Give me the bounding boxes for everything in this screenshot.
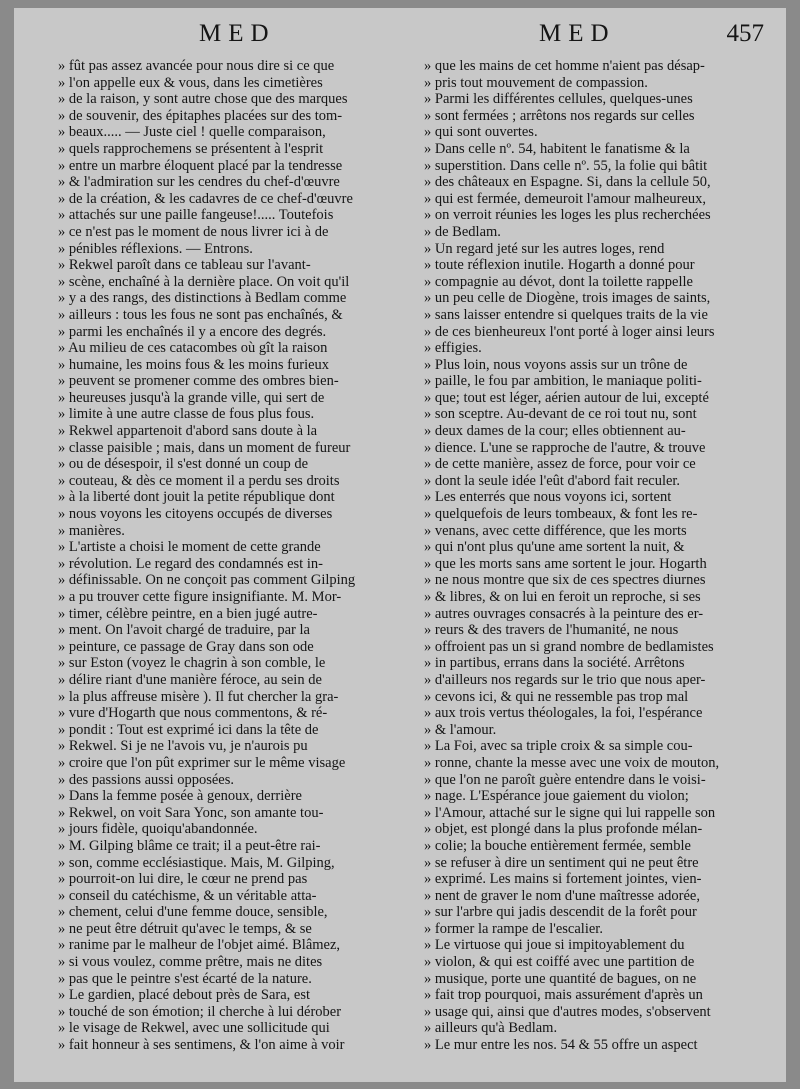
text-line: » un peu celle de Diogène, trois images de saints, — [424, 290, 711, 307]
text-line: » pas que le peintre s'est écarté de la nature. — [58, 970, 312, 987]
text-line: » qui n'ont plus qu'une ame sortent la nuit, & — [424, 539, 685, 556]
text-line: » peinture, ce passage de Gray dans son ode — [58, 638, 314, 655]
text-line: » sont fermées ; arrêtons nos regards sur celles — [424, 107, 695, 124]
text-line: » effigies. — [424, 340, 482, 357]
text-line: » que les mains de cet homme n'aient pas désap- — [424, 58, 705, 74]
running-title-left: MED — [199, 20, 276, 47]
text-line: » ne peut être détruit qu'avec le temps, & se — [58, 920, 312, 937]
text-line: » & l'admiration sur les cendres du chef-d'œuvre — [58, 174, 340, 191]
text-line: » des passions aussi opposées. — [58, 771, 235, 788]
text-line: » d'ailleurs nos regards sur le trio que nous aper- — [424, 671, 706, 688]
text-line: » conseil du catéchisme, & un véritable atta- — [58, 887, 317, 904]
text-line: » compagnie au dévot, dont la toilette rappelle — [424, 273, 693, 290]
text-line: » ranime par le malheur de l'objet aimé. Blâmez, — [58, 937, 341, 954]
text-line: » de la création, & les cadavres de ce chef-d'œuvre — [58, 190, 353, 207]
text-line: » superstition. Dans celle nº. 55, la folie qui bâtit — [424, 157, 708, 174]
text-line: » dience. L'une se rapproche de l'autre, & trouve — [424, 439, 706, 456]
text-line: » La Foi, avec sa triple croix & sa simple cou- — [424, 738, 693, 755]
text-line: » objet, est plongé dans la plus profonde mélan- — [424, 821, 703, 838]
text-line: » M. Gilping blâme ce trait; il a peut-être rai- — [58, 837, 321, 854]
book-page — [14, 8, 786, 1082]
text-line: » attachés sur une paille fangeuse!..... Toutefois — [58, 207, 334, 224]
text-line: » timer, célèbre peintre, en a bien jugé autre- — [58, 605, 318, 622]
text-line: » sur Eston (voyez le chagrin à son comble, le — [58, 655, 326, 672]
text-line: » toute réflexion inutile. Hogarth a donné pour — [424, 257, 695, 274]
text-line: » Un regard jeté sur les autres loges, rend — [424, 240, 665, 257]
text-line: » ou de désespoir, il s'est donné un coup de — [58, 456, 309, 473]
text-line: » si vous voulez, comme prêtre, mais ne dites — [58, 954, 323, 971]
text-line: » y a des rangs, des distinctions à Bedlam comme — [58, 290, 347, 307]
text-line: » l'on appelle eux & vous, dans les cimetières — [58, 74, 323, 91]
text-line: » Le gardien, placé debout près de Sara, est — [58, 987, 311, 1004]
text-line: » ailleurs qu'à Bedlam. — [424, 1020, 558, 1037]
text-line: » & l'amour. — [424, 721, 497, 738]
text-line: » fait trop pourquoi, mais assurément d'après un — [424, 987, 703, 1004]
text-line: » nous voyons les citoyens occupés de diverses — [58, 506, 333, 523]
text-line: » touché de son émotion; il cherche à lui dérober — [58, 1003, 342, 1020]
text-line: » classe paisible ; mais, dans un moment de fureur — [58, 439, 351, 456]
text-line: » Rekwel appartenoit d'abord sans doute à la — [58, 423, 318, 440]
text-line: » venans, avec cette différence, que les morts — [424, 522, 687, 539]
text-line: » cevons ici, & qui ne ressemble pas trop mal — [424, 688, 689, 705]
text-line: » nage. L'Espérance joue gaiement du violon; — [424, 788, 689, 805]
text-line: » autres ouvrages consacrés à la peinture des er- — [424, 605, 704, 622]
text-line: » Dans celle nº. 54, habitent le fanatisme & la — [424, 140, 690, 157]
text-line: » pris tout mouvement de compassion. — [424, 74, 648, 91]
text-line: » Les enterrés que nous voyons ici, sortent — [424, 489, 672, 506]
text-line: » Dans la femme posée à genoux, derrière — [58, 788, 302, 805]
text-line: » pourroit-on lui dire, le cœur ne prend pas — [58, 871, 308, 888]
text-line: » in partibus, errans dans la société. Arrêtons — [424, 655, 685, 672]
text-line: » beaux..... — Juste ciel ! quelle comparaison, — [58, 124, 326, 141]
text-line: » reurs & des travers de l'humanité, ne nous — [424, 622, 679, 639]
text-line: » l'Amour, attaché sur le signe qui lui rappelle son — [424, 804, 716, 821]
text-line: » de la raison, y sont autre chose que des marques — [58, 91, 348, 108]
text-line: » Rekwel paroît dans ce tableau sur l'avant- — [58, 257, 311, 274]
text-line: » Parmi les différentes cellules, quelques-unes — [424, 91, 693, 108]
text-line: » fait honneur à ses sentimens, & l'on aime à voir — [58, 1037, 345, 1054]
text-line: » se refuser à dire un sentiment qui ne peut être — [424, 854, 699, 871]
text-line: » pénibles réflexions. — Entrons. — [58, 240, 253, 257]
text-line: » ce n'est pas le moment de nous livrer ici à de — [58, 223, 329, 240]
text-line: » & libres, & on lui en feroit un reproche, si ses — [424, 589, 701, 605]
text-line: » le visage de Rekwel, avec une sollicitude qui — [58, 1020, 330, 1037]
text-line: » ne nous montre que six de ces spectres diurnes — [424, 572, 706, 589]
text-line: » couteau, & dès ce moment il a perdu ses droits — [58, 472, 340, 489]
text-line: » Au milieu de ces catacombes où gît la raison — [58, 340, 328, 357]
text-line: » de Bedlam. — [424, 223, 501, 240]
text-line: » former la rampe de l'escalier. — [424, 920, 603, 937]
text-line: » heureuses jusqu'à la grande ville, qui sert de — [58, 389, 325, 406]
text-line: » des châteaux en Espagne. Si, dans la cellule 50, — [424, 174, 711, 191]
text-line: » de cette manière, assez de force, pour voir ce — [424, 456, 696, 473]
text-line: » entre un marbre éloquent placé par la tendresse — [58, 157, 343, 174]
text-line: » peuvent se promener comme des ombres bien- — [58, 373, 339, 390]
text-line: » que; tout est léger, aérien autour de lui, excepté — [424, 389, 709, 406]
text-line: » Plus loin, nous voyons assis sur un trône de — [424, 356, 688, 373]
text-line: » parmi les enchaînés il y a encore des degrés. — [58, 323, 327, 340]
text-line: » à la liberté dont jouit la petite république dont — [58, 489, 335, 506]
page-number: 457 — [726, 20, 764, 47]
text-line: » usage qui, ainsi que d'autres modes, s'observent — [424, 1003, 711, 1020]
text-line: » Rekwel. Si je ne l'avois vu, je n'aurois pu — [58, 738, 308, 755]
text-line: » croire que l'on pût exprimer sur le même visage — [58, 754, 346, 771]
text-line: » la plus affreuse misère ). Il fut chercher la gra- — [58, 688, 339, 705]
text-line: » colie; la bouche entièrement fermée, semble — [424, 837, 691, 854]
text-line: » scène, enchaîné à la dernière place. On voit qu'il — [58, 273, 350, 290]
text-line: » paille, le fou par ambition, le maniaque politi- — [424, 373, 702, 390]
text-line: » qui est fermée, demeuroit l'amour malheureux, — [424, 190, 707, 207]
text-line: » aux trois vertus théologales, la foi, l'espérance — [424, 705, 703, 722]
text-line: » deux dames de la cour; elles obtiennent au- — [424, 423, 686, 440]
text-line: » L'artiste a choisi le moment de cette grande — [58, 539, 321, 556]
text-line: » son, comme ecclésiastique. Mais, M. Gilping, — [58, 854, 335, 871]
text-line: » violon, & qui est coiffé avec une partition de — [424, 954, 695, 971]
text-line: » définissable. On ne conçoit pas comment Gilping — [58, 572, 356, 589]
text-line: » offroient pas un si grand nombre de bedlamistes — [424, 638, 714, 655]
text-line: » a pu trouver cette figure insignifiante. M. Mor- — [58, 589, 342, 605]
text-line: » manières. — [58, 522, 125, 539]
text-line: » révolution. Le regard des condamnés est in- — [58, 555, 323, 572]
text-line: » de souvenir, des épitaphes placées sur des tom- — [58, 107, 343, 124]
text-line: » pondit : Tout est exprimé ici dans la tête de — [58, 721, 319, 738]
text-line: » ailleurs : tous les fous ne sont pas enchaînés, & — [58, 306, 343, 323]
text-line: » délire riant d'une manière féroce, au sein de — [58, 671, 322, 688]
text-line: » chement, celui d'une femme douce, sensible, — [58, 904, 328, 921]
text-line: » qui sont ouvertes. — [424, 124, 538, 141]
text-line: » sans laisser entendre si quelques traits de la vie — [424, 306, 708, 323]
text-column-right — [424, 58, 772, 1054]
text-line: » on verroit réunies les loges les plus recherchées — [424, 207, 711, 224]
text-line: » quelquefois de leurs tombeaux, & font les re- — [424, 506, 698, 523]
text-line: » Rekwel, on voit Sara Yonc, son amante tou- — [58, 804, 324, 821]
text-line: » Le mur entre les nos. 54 & 55 offre un aspect — [424, 1037, 698, 1054]
page-header — [14, 20, 786, 54]
text-line: » musique, porte une quantité de bagues, on ne — [424, 970, 697, 987]
text-line: » fût pas assez avancée pour nous dire si ce que — [58, 58, 335, 74]
text-line: » dont la seule idée l'eût d'abord fait reculer. — [424, 472, 681, 489]
text-line: » limite à une autre classe de fous plus fous. — [58, 406, 315, 423]
text-line: » nent de graver le nom d'une maîtresse adorée, — [424, 887, 700, 904]
text-line: » que les morts sans ame sortent le jour. Hogarth — [424, 555, 707, 572]
running-title-right: MED — [539, 20, 616, 47]
text-line: » son sceptre. Au-devant de ce roi tout nu, sont — [424, 406, 697, 423]
text-line: » humaine, les moins fous & les moins furieux — [58, 356, 330, 373]
text-line: » exprimé. Les mains si fortement jointes, vien- — [424, 871, 702, 888]
text-line: » quels rapprochemens se présentent à l'esprit — [58, 140, 324, 157]
text-line: » ronne, chante la messe avec une voix de mouton, — [424, 754, 720, 771]
text-line: » Le virtuose qui joue si impitoyablement du — [424, 937, 685, 954]
text-line: » vure d'Hogarth que nous commentons, & ré- — [58, 705, 328, 722]
text-line: » ment. On l'avoit chargé de traduire, par la — [58, 622, 310, 639]
text-line: » jours fidèle, quoiqu'abandonnée. — [58, 821, 258, 838]
text-column-left — [58, 58, 406, 1054]
text-line: » que l'on ne paroît guère entendre dans le voisi- — [424, 771, 706, 788]
text-line: » sur l'arbre qui jadis descendit de la forêt pour — [424, 904, 697, 921]
text-line: » de ces bienheureux l'ont porté à loger ainsi leurs — [424, 323, 715, 340]
